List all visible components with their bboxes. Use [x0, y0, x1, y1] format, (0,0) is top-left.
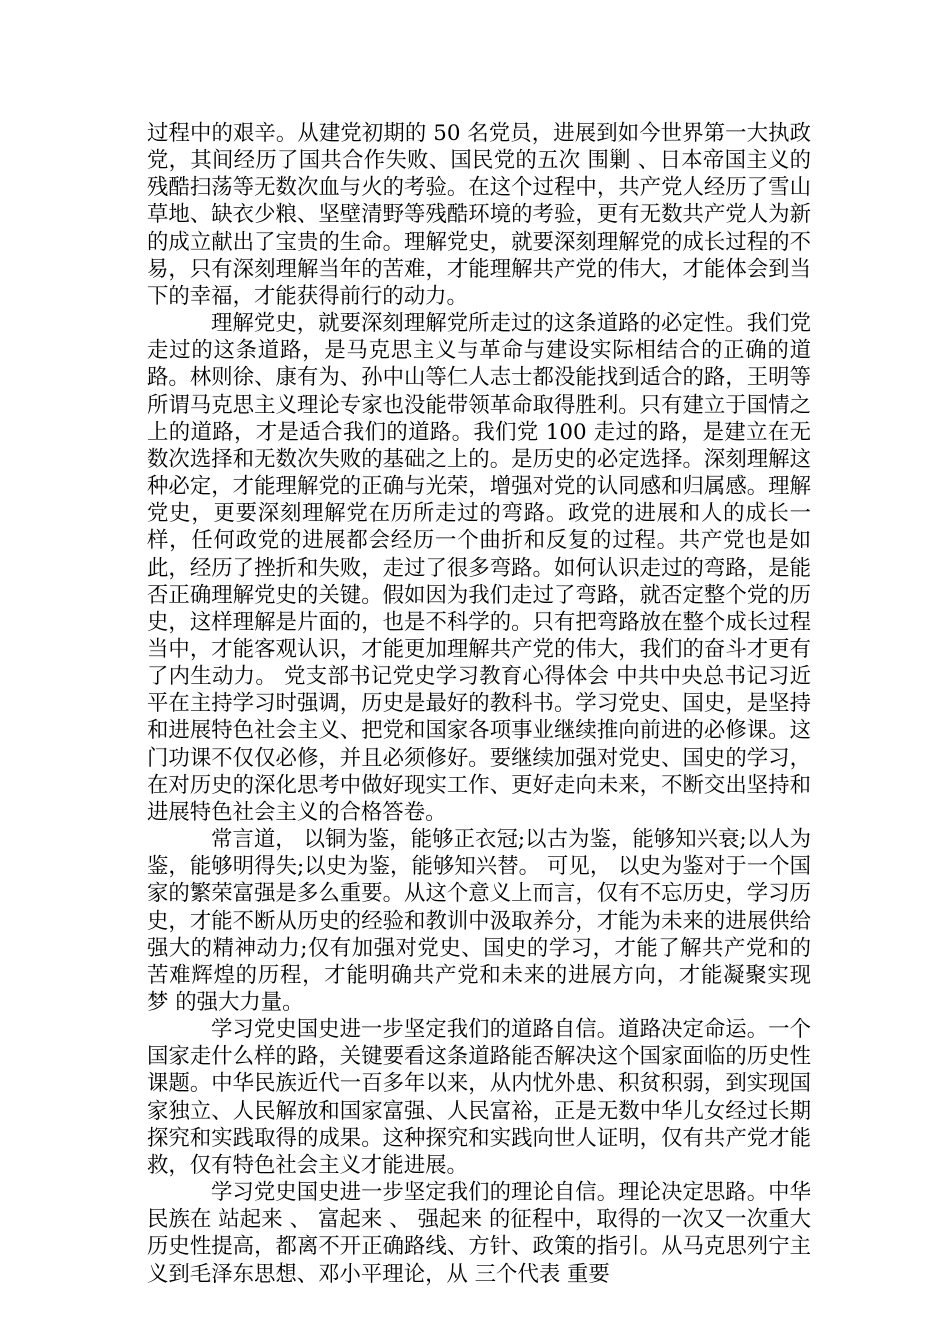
paragraph-4: 学习党史国史进一步坚定我们的道路自信。道路决定命运。一个国家走什么样的路，关键要看这条道路能否解决这个国家面临的历史性课题。中华民族近代一百多年以来，从内忧外患、积贫积弱，到实现国家独立、人民解放和国家富强、人民富裕，正是无数中华儿女经过长期探究和实践取得的成果。这种探究和实践向世人证明，仅有共产党才能救，仅有特色社会主义才能进展。 — [147, 1017, 811, 1178]
paragraph-1: 过程中的艰辛。从建党初期的 50 名党员，进展到如今世界第一大执政党，其间经历了国共合作失败、国民党的五次 围剿 、日本帝国主义的残酷扫荡等无数次血与火的考验。在这个过程中，共产党人经历了雪山草地、缺衣少粮、坚壁清野等残酷环境的考验，更有无数共产党人为新的成立献出了宝贵的生命。理解党史，就要深刻理解党的成长过程的不易，只有深刻理解当年的苦难，才能理解共产党的伟大，才能体会到当下的幸福，才能获得前行的动力。 — [147, 121, 811, 309]
paragraph-3: 常言道， 以铜为鉴，能够正衣冠;以古为鉴，能够知兴衰;以人为鉴，能够明得失;以史为鉴，能够知兴替。 可见， 以史为鉴对于一个国家的繁荣富强是多么重要。从这个意义上而言，仅有不忘历史，学习历史，才能不断从历史的经验和教训中汲取养分，才能为未来的进展供给强大的精神动力;仅有加强对党史、国史的学习，才能了解共产党和的苦难辉煌的历程，才能明确共产党和未来的进展方向，才能凝聚实现 梦 的强大力量。 — [147, 827, 811, 1015]
document-body — [147, 120, 811, 1288]
paragraph-5: 学习党史国史进一步坚定我们的理论自信。理论决定思路。中华民族在 站起来 、 富起来 、 强起来 的征程中，取得的一次又一次重大历史性提高，都离不开正确路线、方针、政策的指引。从马克思列宁主义到毛泽东思想、邓小平理论，从 三个代表 重要 — [147, 1180, 811, 1287]
paragraph-2: 理解党史，就要深刻理解党所走过的这条道路的必定性。我们党走过的这条道路，是马克思主义与革命与建设实际相结合的正确的道路。林则徐、康有为、孙中山等仁人志士都没能找到适合的路，王明等所谓马克思主义理论专家也没能带领革命取得胜利。只有建立于国情之上的道路，才是适合我们的道路。我们党 100 走过的路，是建立在无数次选择和无数次失败的基础之上的。是历史的必定选择。深刻理解这种必定，才能理解党的正确与光荣，增强对党的认同感和归属感。理解党史，更要深刻理解党在历所走过的弯路。政党的进展和人的成长一样，任何政党的进展都会经历一个曲折和反复的过程。共产党也是如此，经历了挫折和失败，走过了很多弯路。如何认识走过的弯路，是能否正确理解党史的关键。假如因为我们走过了弯路，就否定整个党的历史，这样理解是片面的，也是不科学的。只有把弯路放在整个成长过程当中，才能客观认识，才能更加理解共产党的伟大，我们的奋斗才更有了内生动力。 党支部书记党史学习教育心得体会 中共中央总书记习近平在主持学习时强调，历史是最好的教科书。学习党史、国史，是坚持和进展特色社会主义、把党和国家各项事业继续推向前进的必修课。这门功课不仅仅必修，并且必须修好。要继续加强对党史、国史的学习，在对历史的深化思考中做好现实工作、更好走向未来，不断交出坚持和进展特色社会主义的合格答卷。 — [147, 311, 811, 825]
